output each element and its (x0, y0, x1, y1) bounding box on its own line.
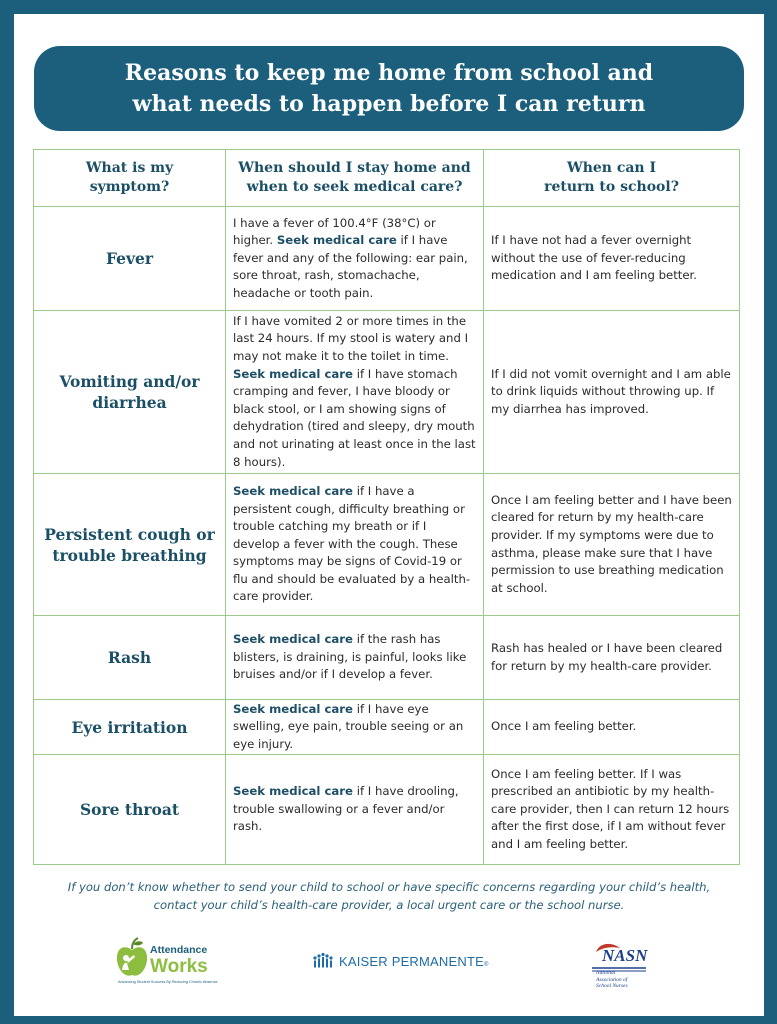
return-cell: Once I am feeling better. (484, 700, 740, 755)
partner-logos (14, 934, 764, 1004)
aw-tagline: Advancing Student Success By Reducing Chronic Absence (118, 980, 218, 984)
symptom-label: Persistent cough or (44, 524, 215, 544)
stay-home-cell (226, 755, 484, 865)
table-header-row (34, 150, 740, 207)
header-return (484, 150, 740, 207)
return-cell: If I did not vomit overnight and I am able to drink liquids without throwing up. If my diarrhea has improved. (484, 311, 740, 474)
seek-care-emphasis: Seek medical care (233, 784, 353, 799)
symptom-label: Eye irritation (71, 717, 188, 737)
table-row (34, 311, 740, 474)
nasn-sub-line: School Nurses (596, 983, 628, 989)
symptom-label: Fever (105, 249, 154, 268)
stay-home-cell (226, 700, 484, 755)
symptom-cell (34, 700, 226, 755)
symptom-cell (34, 616, 226, 700)
header-stay-home (226, 150, 484, 207)
seek-care-emphasis: Seek medical care (276, 233, 397, 248)
header-return-line-1: When can I (566, 160, 657, 176)
stay-home-cell (226, 616, 484, 700)
symptom-cell (34, 755, 226, 865)
kp-name: KAISER PERMANENTE (339, 954, 484, 969)
kaiser-permanente-logo (309, 948, 499, 976)
attendance-works-logo (114, 936, 234, 996)
page-title (34, 46, 744, 131)
symptom-table (33, 149, 740, 865)
footer-note (34, 878, 744, 914)
symptom-label: Vomiting and/or (59, 372, 200, 391)
return-cell: Once I am feeling better and I have been cleared for return by my health-care provider. If my symptoms were due to asthma, please make sure that I have permission to use breathing medication at school. (484, 474, 740, 616)
header-stay-line-1: When should I stay home and (238, 160, 471, 176)
table-row (34, 207, 740, 311)
stay-text: I have a fever of 100.4°F (38°C) or higher. (233, 215, 436, 248)
header-symptom-line-1: What is my (85, 160, 174, 176)
nasn-sub-line: National (596, 970, 616, 976)
return-cell: Once I am feeling better. If I was prescribed an antibiotic by my health-care provider, then I can return 12 hours after the first dose, if I am without fever and I am feeling better. (484, 755, 740, 865)
title-line-1: Reasons to keep me home from school and (124, 59, 654, 86)
seek-care-emphasis: Seek medical care (233, 483, 353, 498)
stay-home-cell (226, 311, 484, 474)
symptom-label: diarrhea (92, 393, 167, 412)
title-line-2: what needs to happen before I can return (132, 90, 646, 117)
nasn-sub-line: Association of (596, 976, 628, 983)
header-symptom-line-2: symptom? (89, 179, 170, 195)
kp-registered-mark: ® (484, 962, 489, 968)
kp-wordmark (339, 954, 489, 969)
apple-icon (114, 936, 150, 980)
symptom-label: Rash (107, 648, 152, 667)
stay-text: if I have fever and any of the following: ear pain, sore throat, rash, stomachache, headache or tooth pain. (233, 233, 468, 300)
header-symptom (34, 150, 226, 207)
return-cell: Rash has healed or I have been cleared for return by my health-care provider. (484, 616, 740, 700)
stay-text: if I have eye swelling, eye pain, trouble seeing or an eye injury. (233, 701, 464, 751)
stay-text: if the rash has blisters, is draining, is painful, looks like bruises and/or if I develop a fever. (233, 632, 467, 682)
header-return-line-2: return to school? (544, 179, 679, 195)
table-row (34, 755, 740, 865)
symptom-cell (34, 311, 226, 474)
flyer-page (14, 14, 764, 1016)
nasn-subtitle (596, 970, 628, 990)
symptom-label: Sore throat (79, 800, 180, 819)
stay-text: If I have vomited 2 or more times in the last 24 hours. If my stool is watery and I may not make it to the toilet in time. (233, 313, 469, 364)
stay-text: if I have a persistent cough, difficulty breathing or trouble catching my breath or if I develop a fever with the cough. These symptoms may be signs of Covid-19 or flu and should be evaluated by a health-care provider. (233, 483, 471, 604)
symptom-cell (34, 207, 226, 311)
table-row (34, 474, 740, 616)
footer-line-1: If you don’t know whether to send your child to school or have specific concerns regarding your child’s health, (67, 880, 711, 894)
table-row (34, 616, 740, 700)
nasn-logo (580, 936, 670, 1000)
footer-line-2: contact your child’s health-care provider, a local urgent care or the school nurse. (153, 898, 625, 912)
seek-care-emphasis: Seek medical care (233, 701, 353, 716)
stay-text: if I have drooling, trouble swallowing or a fever and/or rash. (233, 784, 459, 834)
table-row (34, 700, 740, 755)
stay-home-cell (226, 474, 484, 616)
return-cell: If I have not had a fever overnight without the use of fever-reducing medication and I am feeling better. (484, 207, 740, 311)
aw-title: Attendance (150, 944, 208, 956)
symptom-label: trouble breathing (52, 545, 207, 565)
nasn-wordmark: NASN (602, 946, 648, 965)
seek-care-emphasis: Seek medical care (233, 366, 353, 381)
header-stay-line-2: when to seek medical care? (246, 179, 463, 195)
people-icon (311, 951, 335, 971)
stay-home-cell (226, 207, 484, 311)
aw-works: Works (150, 956, 208, 977)
symptom-cell (34, 474, 226, 616)
stay-text: if I have stomach cramping and fever, I have bloody or black stool, or I am showing signs of dehydration (tired and sleepy, dry mouth and not urinating at least once in the last 8 hours). (233, 366, 476, 469)
seek-care-emphasis: Seek medical care (233, 632, 353, 647)
